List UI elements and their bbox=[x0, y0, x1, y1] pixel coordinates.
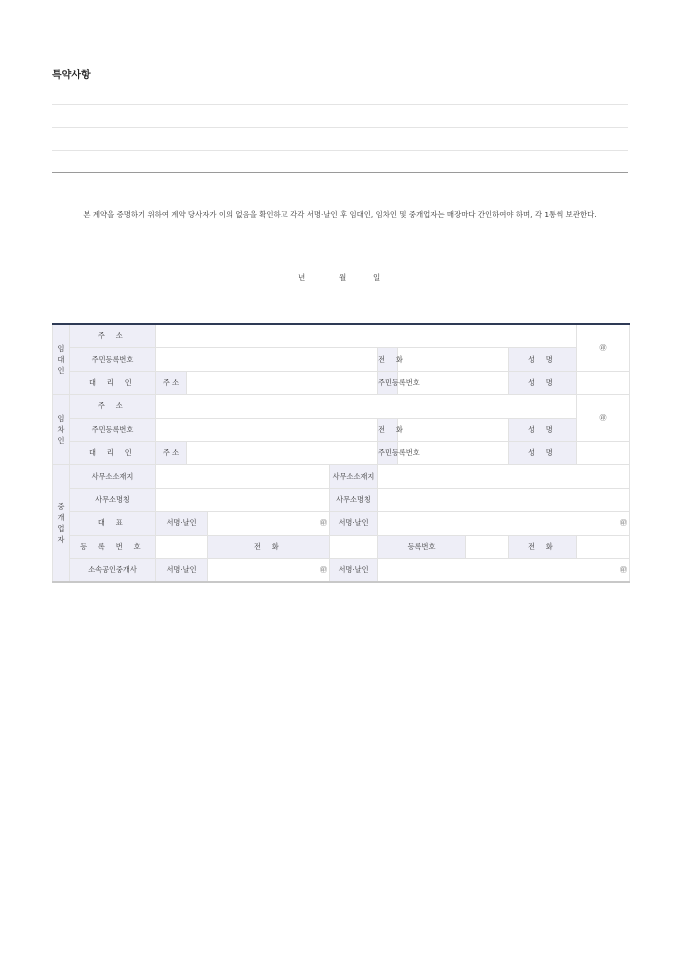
broker-registration-label: 등 록 번 호 bbox=[70, 535, 156, 558]
lessor-seal-cell[interactable] bbox=[577, 324, 630, 371]
broker-sign-label: 서명·날인 bbox=[156, 512, 208, 535]
lessor-agent-address-label: 주 소 bbox=[156, 371, 187, 394]
seal-icon: ㊞ bbox=[320, 519, 327, 528]
lessee-seal-cell[interactable] bbox=[577, 395, 630, 442]
broker-affiliated-sign-label-right: 서명·날인 bbox=[330, 558, 378, 582]
broker-phone-field-right[interactable] bbox=[577, 535, 630, 558]
broker-sign-label-right: 서명·날인 bbox=[330, 512, 378, 535]
broker-office-name-label: 사무소명칭 bbox=[70, 488, 156, 511]
seal-icon: ㊞ bbox=[599, 414, 607, 423]
lessor-phone-field[interactable] bbox=[398, 348, 509, 371]
broker-registration-field[interactable] bbox=[156, 535, 208, 558]
seal-icon: ㊞ bbox=[599, 343, 607, 352]
broker-office-address-field[interactable] bbox=[156, 465, 330, 488]
date-year-label: 년 bbox=[298, 273, 306, 282]
broker-registration-label-right: 등록번호 bbox=[378, 535, 466, 558]
broker-affiliated-label: 소속공인중개사 bbox=[70, 558, 156, 582]
lessee-id-field[interactable] bbox=[156, 418, 378, 441]
lessee-agent-name-label: 성 명 bbox=[509, 441, 577, 464]
broker-office-address-label: 사무소소재지 bbox=[70, 465, 156, 488]
lessor-agent-id-label: 주민등록번호 bbox=[378, 371, 398, 394]
broker-phone-label-right: 전 화 bbox=[509, 535, 577, 558]
special-terms-line[interactable] bbox=[52, 104, 628, 105]
lessor-section-label: 임대인 bbox=[53, 324, 70, 395]
lessor-address-label: 주 소 bbox=[70, 324, 156, 348]
lessee-address-label: 주 소 bbox=[70, 395, 156, 418]
lessee-id-label: 주민등록번호 bbox=[70, 418, 156, 441]
lessor-agent-address-field[interactable] bbox=[187, 371, 378, 394]
broker-sign-field[interactable] bbox=[208, 512, 330, 535]
lessee-address-field[interactable] bbox=[156, 395, 577, 418]
lessee-agent-address-label: 주 소 bbox=[156, 441, 187, 464]
broker-phone-field[interactable] bbox=[330, 535, 378, 558]
seal-icon: ㊞ bbox=[620, 519, 628, 528]
lessee-agent-name-field[interactable] bbox=[577, 441, 630, 464]
lessor-address-field[interactable] bbox=[156, 324, 577, 348]
broker-affiliated-sign-label: 서명·날인 bbox=[156, 558, 208, 582]
special-terms-title: 특약사항 bbox=[52, 70, 91, 81]
broker-registration-field-right[interactable] bbox=[466, 535, 509, 558]
broker-office-address-field-right[interactable] bbox=[378, 465, 630, 488]
lessee-agent-label: 대 리 인 bbox=[70, 441, 156, 464]
contract-statement: 본 계약을 증명하기 위하여 계약 당사자가 이의 없음을 확인하고 각각 서명·날인 후 임대인, 임차인 및 중개업자는 매장마다 간인하여야 하며, 각 1통씩 보관한다. bbox=[83, 210, 597, 219]
broker-representative-label: 대 표 bbox=[70, 512, 156, 535]
lessor-id-field[interactable] bbox=[156, 348, 378, 371]
lessee-agent-id-label: 주민등록번호 bbox=[378, 441, 398, 464]
special-terms-line[interactable] bbox=[52, 127, 628, 128]
broker-office-name-label-right: 사무소명칭 bbox=[330, 488, 378, 511]
special-terms-line[interactable] bbox=[52, 150, 628, 151]
broker-office-name-field-right[interactable] bbox=[378, 488, 630, 511]
lessee-name-label: 성 명 bbox=[509, 418, 577, 441]
lessee-phone-label: 전 화 bbox=[378, 418, 398, 441]
lessee-section-label: 임차인 bbox=[53, 395, 70, 465]
lessor-id-label: 주민등록번호 bbox=[70, 348, 156, 371]
lessor-name-label: 성 명 bbox=[509, 348, 577, 371]
seal-icon: ㊞ bbox=[620, 566, 628, 575]
lessee-agent-address-field[interactable] bbox=[187, 441, 378, 464]
broker-office-name-field[interactable] bbox=[156, 488, 330, 511]
broker-affiliated-sign-field[interactable] bbox=[208, 558, 330, 582]
broker-affiliated-sign-field-right[interactable] bbox=[378, 558, 630, 582]
lessor-agent-name-label: 성 명 bbox=[509, 371, 577, 394]
broker-section-label: 중개업자 bbox=[53, 465, 70, 582]
lessor-phone-label: 전 화 bbox=[378, 348, 398, 371]
seal-icon: ㊞ bbox=[320, 566, 327, 575]
lessor-agent-label: 대 리 인 bbox=[70, 371, 156, 394]
special-terms-bottom-rule bbox=[52, 172, 628, 173]
signature-table bbox=[52, 323, 630, 583]
date-month-label: 월 bbox=[339, 273, 347, 282]
lessor-agent-name-field[interactable] bbox=[577, 371, 630, 394]
lessee-phone-field[interactable] bbox=[398, 418, 509, 441]
broker-office-address-label-right: 사무소소재지 bbox=[330, 465, 378, 488]
broker-phone-label: 전 화 bbox=[208, 535, 330, 558]
broker-sign-field-right[interactable] bbox=[378, 512, 630, 535]
date-day-label: 일 bbox=[373, 273, 381, 282]
